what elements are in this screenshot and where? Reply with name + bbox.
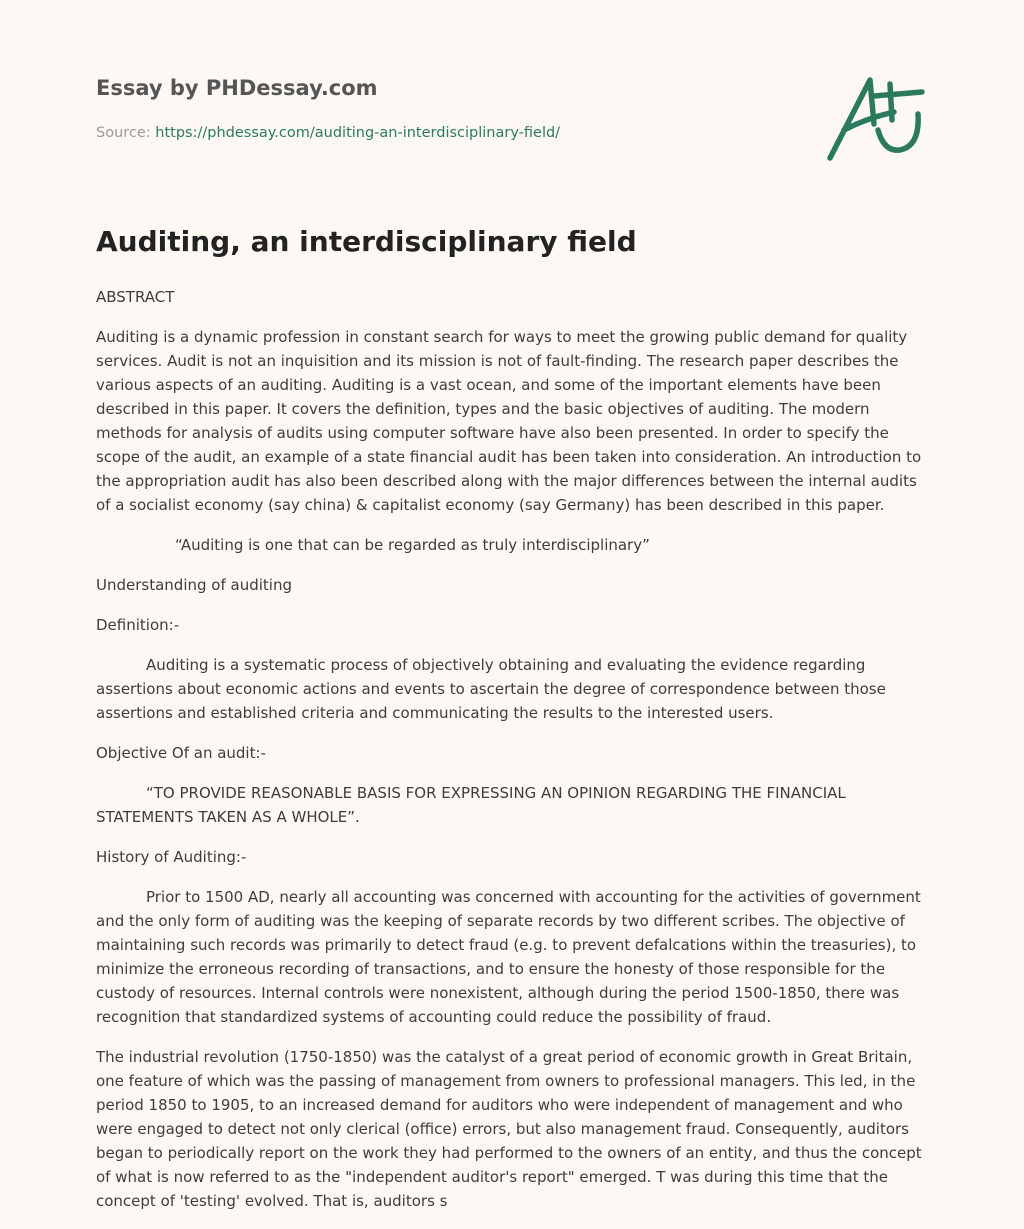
abstract-heading: ABSTRACT [96,288,175,306]
history-heading: History of Auditing:- [96,848,247,866]
history-paragraph-1: Prior to 1500 AD, nearly all accounting was concerned with accounting for the activities of government and the only form of auditing was the keeping of separate records by two different scribes. The objective of maintaining such records was primarily to detect fraud (e.g. to prevent defalcations within the treasuries), to minimize the erroneous recording of transactions, and to ensure the honesty of those responsible for the custody of resources. Internal controls were nonexistent, although during the period 1500-1850, there was recognition that standardized systems of accounting could reduce the possibility of fraud. [96,888,921,1026]
source-label: Source: [96,125,151,141]
objective-text: “TO PROVIDE REASONABLE BASIS FOR EXPRESSING AN OPINION REGARDING THE FINANCIAL STATEMENTS TAKEN AS A WHOLE”. [96,784,846,826]
site-brand: Essay by PHDessay.com [96,76,378,100]
quote: “Auditing is one that can be regarded as truly interdisciplinary” [175,536,650,554]
a-plus-logo-icon [822,68,928,164]
document-title: Auditing, an interdisciplinary field [96,225,637,258]
article-body [96,285,930,1229]
abstract-text: Auditing is a dynamic profession in constant search for ways to meet the growing public demand for quality services. Audit is not an inquisition and its mission is not of fault-finding. The research paper describes the various aspects of an auditing. Auditing is a vast ocean, and some of the important elements have been described in this paper. It covers the definition, types and the basic objectives of auditing. The modern methods for analysis of audits using computer software have also been presented. In order to specify the scope of the audit, an example of a state financial audit has been taken into consideration. An introduction to the appropriation audit has also been described along with the major differences between the internal audits of a socialist economy (say china) & capitalist economy (say Germany) has been described in this paper. [96,328,922,514]
objective-heading: Objective Of an audit:- [96,744,266,762]
history-paragraph-2: The industrial revolution (1750-1850) was the catalyst of a great period of economic growth in Great Britain, one feature of which was the passing of management from owners to professional managers. This led, in the period 1850 to 1905, to an increased demand for auditors who were independent of management and who were engaged to detect not only clerical (office) errors, but also management fraud. Consequently, auditors began to periodically report on the work they had performed to the owners of an entity, and thus the concept of what is now referred to as the "independent auditor's report" emerged. T was during this time that the concept of 'testing' evolved. That is, auditors s [96,1048,922,1210]
definition-heading: Definition:- [96,616,180,634]
source-link[interactable]: https://phdessay.com/auditing-an-interdisciplinary-field/ [155,125,561,141]
source-line [96,125,560,141]
definition-text: Auditing is a systematic process of objectively obtaining and evaluating the evidence regarding assertions about economic actions and events to ascertain the degree of correspondence between those assertions and established criteria and communicating the results to the interested users. [96,656,886,722]
understanding-heading: Understanding of auditing [96,576,292,594]
